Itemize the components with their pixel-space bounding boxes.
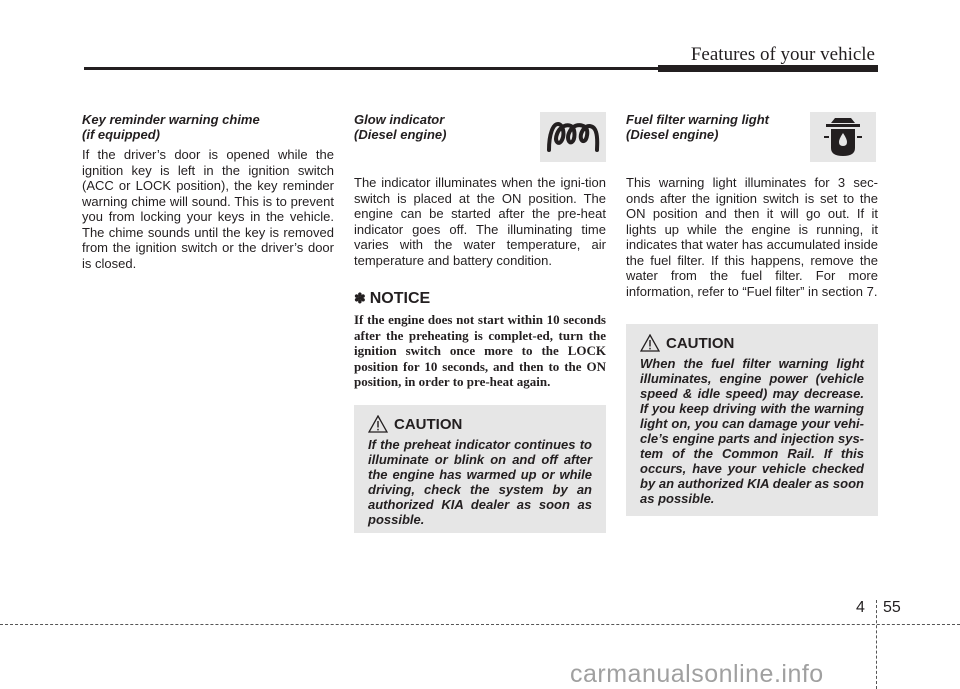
fuel-filter-title: Fuel filter warning light (Diesel engine) xyxy=(626,112,769,142)
glow-indicator-title: Glow indicator (Diesel engine) xyxy=(354,112,447,142)
caution-box-fuel-filter xyxy=(626,324,878,516)
header-rule-accent xyxy=(658,65,878,72)
key-reminder-body: If the driver’s door is opened while the ignition key is left in the ignition switch (ACC or LOCK position), the key reminder warning chime will sound. This is to prevent you from locking your keys in the vehicle. The chime sounds until the key is removed from the ignition switch or the driver’s door is closed. xyxy=(82,147,334,271)
caution-box-preheat xyxy=(354,405,606,533)
chapter-number: 4 xyxy=(856,599,865,616)
key-reminder-title: Key reminder warning chime (if equipped) xyxy=(82,112,260,142)
caution-title: CAUTION xyxy=(394,415,463,433)
fuel-filter-water-icon xyxy=(810,112,876,162)
notice-heading xyxy=(354,290,606,308)
notice-label: NOTICE xyxy=(369,290,431,307)
key-reminder-section xyxy=(82,112,334,271)
warning-triangle-icon xyxy=(640,334,660,352)
page-header-title: Features of your vehicle xyxy=(690,44,875,65)
notice-star-icon: ✽ xyxy=(354,290,366,306)
glow-indicator-body: The indicator illuminates when the igni-tion switch is placed at the ON position. The engine can be started after the pre-heat indicator goes off. The illuminating time varies with the water temperature, air temperature and battery condition. xyxy=(354,175,606,268)
footer-divider xyxy=(876,600,877,689)
warning-triangle-icon xyxy=(368,415,388,433)
watermark: carmanualsonline.info xyxy=(570,660,824,688)
page-number: 55 xyxy=(883,599,901,616)
fuel-filter-body: This warning light illuminates for 3 sec-onds after the ignition switch is set to the ON position and then it will go out. If it lights up while the engine is running, it indicates that water has accumulated inside the fuel filter. If this happens, remove the water from the fuel filter. For more information, refer to “Fuel filter” in section 7. xyxy=(626,175,878,299)
glow-plug-coil-icon xyxy=(540,112,606,162)
glow-indicator-section xyxy=(354,112,606,390)
header-rule xyxy=(84,67,658,70)
caution-body: When the fuel filter warning light illuminates, engine power (vehicle speed & idle speed) may decrease. If you keep driving with the warning light on, you can damage your vehi-cle’s engine parts and injection sys-tem of the Common Rail. If this occurs, have your vehicle checked by an authorized KIA dealer as soon as possible. xyxy=(640,356,864,506)
caution-title: CAUTION xyxy=(666,334,735,352)
notice-body: If the engine does not start within 10 seconds after the preheating is complet-ed, turn the ignition switch once more to the LOCK position for 10 seconds, and then to the ON position, in order to pre-heat again. xyxy=(354,312,606,389)
caution-body: If the preheat indicator continues to illuminate or blink on and off after the engine has warmed up or while driving, check the system by an authorized KIA dealer as soon as possible. xyxy=(368,437,592,527)
footer-rule xyxy=(0,624,960,625)
fuel-filter-section xyxy=(626,112,878,299)
